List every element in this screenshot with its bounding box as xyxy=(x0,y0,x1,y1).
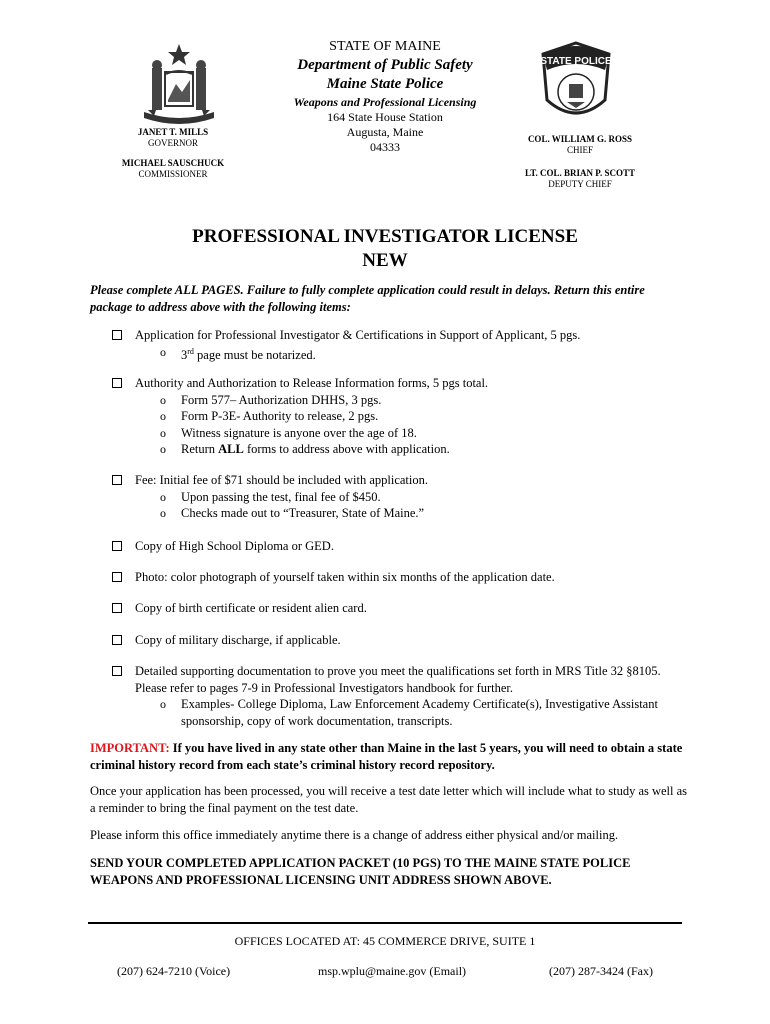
checkbox-icon xyxy=(112,635,122,645)
chief-block xyxy=(510,134,650,156)
chief-name: COL. WILLIAM G. ROSS xyxy=(527,134,633,144)
checklist-item xyxy=(112,600,692,617)
chief-title: CHIEF xyxy=(566,145,593,155)
sub-item: o Form 577– Authorization DHHS, 3 pgs. xyxy=(112,392,692,409)
zip-code: 04333 xyxy=(370,140,400,154)
checklist-item-text: Photo: color photograph of yourself taken within six months of the application date. xyxy=(135,570,555,584)
sub-item: o Form P-3E- Authority to release, 2 pgs. xyxy=(112,408,692,425)
checklist-item-text: Copy of military discharge, if applicable. xyxy=(135,633,341,647)
sub-item: o 3rd page must be notarized. xyxy=(112,344,692,364)
agency-name: Maine State Police xyxy=(326,76,444,92)
important-text: If you have lived in any state other than Maine in the last 5 years, you will need to obtain a state criminal history record from each state’s criminal history record repository. xyxy=(90,741,683,772)
checkbox-icon xyxy=(112,378,122,388)
letterhead xyxy=(250,38,520,155)
checklist-item-text: Detailed supporting documentation to prove you meet the qualifications set forth in MRS Title 32 §8105. Please refer to pages 7-9 in Professional Investigators handbook for further. xyxy=(135,664,661,695)
checklist-item xyxy=(112,632,692,649)
address-line2: Augusta, Maine xyxy=(346,125,424,139)
sub-item: o Upon passing the test, final fee of $450. xyxy=(112,489,692,506)
voice-phone: (207) 624-7210 (Voice) xyxy=(117,964,231,978)
checkbox-icon xyxy=(112,666,122,676)
checkbox-icon xyxy=(112,572,122,582)
processing-paragraph: Once your application has been processed, you will receive a test date letter which will include what to study as well as a reminder to bring the final payment on the test date. xyxy=(90,784,688,815)
checklist-item xyxy=(112,375,692,458)
maine-state-seal-icon xyxy=(138,40,220,128)
checklist-item xyxy=(112,327,692,363)
document-subtitle: NEW xyxy=(362,250,408,271)
checklist-item-text: Application for Professional Investigator & Certifications in Support of Applicant, 5 pgs. xyxy=(135,328,581,342)
commissioner-name: MICHAEL SAUSCHUCK xyxy=(121,158,225,168)
governor-block xyxy=(118,127,228,149)
checklist-item-text: Authority and Authorization to Release Information forms, 5 pgs total. xyxy=(135,376,489,390)
badge-text: STATE POLICE xyxy=(540,56,612,67)
governor-title: GOVERNOR xyxy=(147,138,198,148)
sub-list xyxy=(112,696,692,729)
state-name: STATE OF MAINE xyxy=(329,39,441,54)
fax-number: (207) 287-3424 (Fax) xyxy=(549,964,653,978)
checklist-item-text: Copy of birth certificate or resident alien card. xyxy=(135,601,367,615)
deputy-chief-name: LT. COL. BRIAN P. SCOTT xyxy=(525,168,635,178)
governor-name: JANET T. MILLS xyxy=(137,127,209,137)
sub-item: o Witness signature is anyone over the age of 18. xyxy=(112,425,692,442)
state-police-badge-icon xyxy=(535,40,617,130)
checklist-item-text: Copy of High School Diploma or GED. xyxy=(135,539,334,553)
sub-item: o Return ALL forms to address above with application. xyxy=(112,441,692,458)
checklist-item xyxy=(112,663,692,729)
important-notice xyxy=(90,740,690,774)
office-location: OFFICES LOCATED AT: 45 COMMERCE DRIVE, SUITE 1 xyxy=(234,934,536,948)
sub-list xyxy=(112,392,692,458)
send-notice: SEND YOUR COMPLETED APPLICATION PACKET (10 PGS) TO THE MAINE STATE POLICE WEAPONS AND PROFESSIONAL LICENSING UNIT ADDRESS SHOWN ABOVE. xyxy=(90,856,631,887)
checklist-item xyxy=(112,569,692,586)
checklist-item-text: Fee: Initial fee of $71 should be included with application. xyxy=(135,473,428,487)
department-name: Department of Public Safety xyxy=(297,57,473,73)
checkbox-icon xyxy=(112,603,122,613)
footer-divider xyxy=(88,922,682,924)
sub-item: o Checks made out to “Treasurer, State of Maine.” xyxy=(112,505,692,522)
address-line1: 164 State House Station xyxy=(327,110,443,124)
sub-list xyxy=(112,489,692,522)
important-label: IMPORTANT: xyxy=(90,741,170,755)
deputy-chief-block xyxy=(505,168,655,190)
commissioner-block xyxy=(108,158,238,180)
instructions-intro: Please complete ALL PAGES. Failure to fully complete application could result in delays. Return this entire package to address above with the following items: xyxy=(90,283,645,314)
checklist-item xyxy=(112,538,692,555)
checkbox-icon xyxy=(112,330,122,340)
unit-name: Weapons and Professional Licensing xyxy=(293,95,477,109)
checkbox-icon xyxy=(112,475,122,485)
checkbox-icon xyxy=(112,541,122,551)
sub-list xyxy=(112,344,692,364)
address-change-paragraph: Please inform this office immediately anytime there is a change of address either physical and/or mailing. xyxy=(90,828,619,842)
checklist-item xyxy=(112,472,692,522)
email-address: msp.wplu@maine.gov (Email) xyxy=(318,964,467,978)
sub-item: o Examples- College Diploma, Law Enforcement Academy Certificate(s), Investigative Assistant sponsorship, copy of work documentation, transcripts. xyxy=(112,696,692,729)
commissioner-title: COMMISSIONER xyxy=(138,169,208,179)
document-title: PROFESSIONAL INVESTIGATOR LICENSE xyxy=(192,226,578,247)
deputy-chief-title: DEPUTY CHIEF xyxy=(548,179,612,189)
